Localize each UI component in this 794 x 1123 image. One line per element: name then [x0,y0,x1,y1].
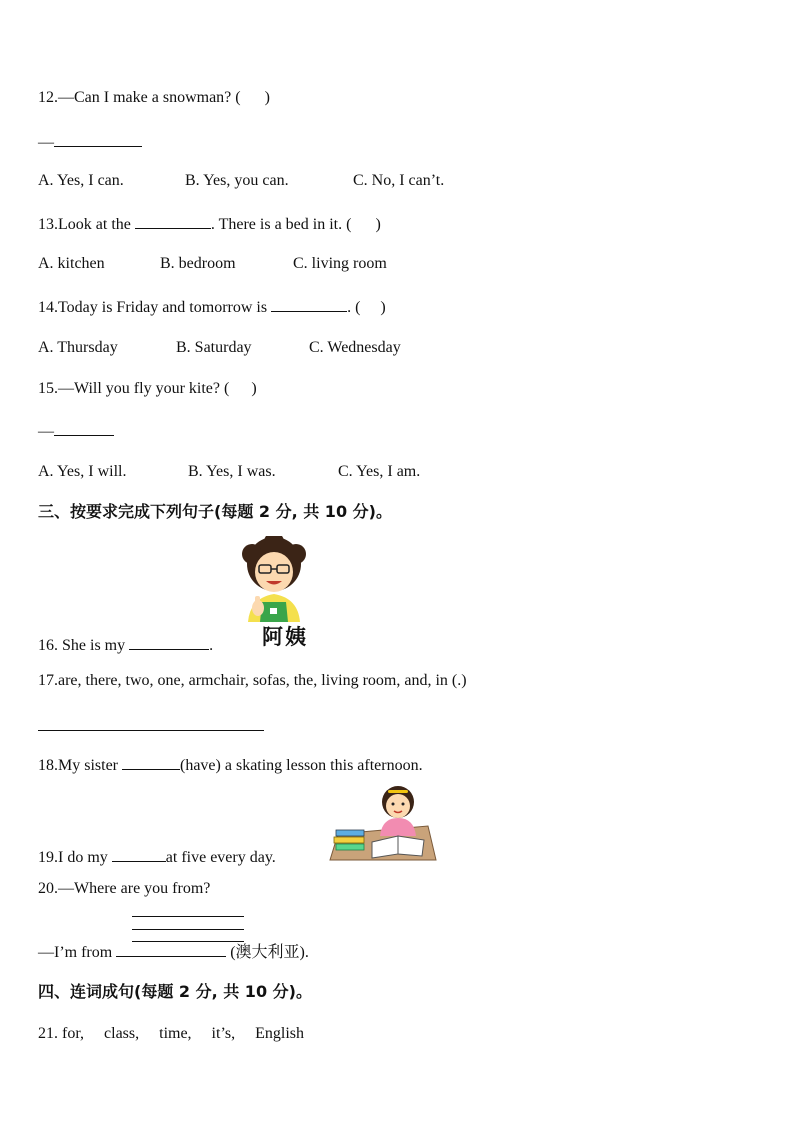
homework-illustration [328,782,438,862]
q15-option-b[interactable]: B. Yes, I was. [188,463,276,480]
q14-question: 14.Today is Friday and tomorrow is . ( ) [38,296,386,318]
q19-question: 19.I do my at five every day. [38,846,276,868]
q20-guide-line-1 [132,916,244,917]
q15-option-c[interactable]: C. Yes, I am. [338,463,421,480]
q13-option-c[interactable]: C. living room [293,255,387,272]
q12-option-a[interactable]: A. Yes, I can. [38,172,124,189]
q14-option-c[interactable]: C. Wednesday [309,339,401,356]
q20-blank[interactable] [116,941,226,957]
q13-blank[interactable] [135,213,211,229]
q20-answer: —I’m from (澳大利亚). [38,941,309,963]
q21-question: 21. for, class, time, it’s, English [38,1025,305,1042]
q20-question: 20.—Where are you from? [38,880,211,897]
q14-blank[interactable] [271,296,347,312]
q12-answer-line[interactable]: — [38,131,142,153]
aunt-caption: 阿姨 [262,625,308,649]
q17-question: 17.are, there, two, one, armchair, sofas, the, living room, and, in (.) [38,672,467,689]
q12-option-c[interactable]: C. No, I can’t. [353,172,445,189]
q14-option-a[interactable]: A. Thursday [38,339,118,356]
q19-blank[interactable] [112,846,166,862]
section-4-heading: 四、连词成句(每题 2 分, 共 10 分)。 [38,982,312,1001]
q12-question: 12.—Can I make a snowman? ( ) [38,89,270,106]
q16-blank[interactable] [129,634,209,650]
section-3-heading: 三、按要求完成下列句子(每题 2 分, 共 10 分)。 [38,502,392,521]
q18-blank[interactable] [122,754,180,770]
q17-answer-line[interactable] [38,730,264,731]
q20-guide-line-2 [132,929,244,930]
girl-reading-icon [328,782,438,862]
q13-option-b[interactable]: B. bedroom [160,255,236,272]
q13-question: 13.Look at the . There is a bed in it. ( ) [38,213,381,235]
q15-question: 15.—Will you fly your kite? ( ) [38,380,257,397]
q13-option-a[interactable]: A. kitchen [38,255,105,272]
q18-question: 18.My sister (have) a skating lesson this afternoon. [38,754,423,776]
q12-option-b[interactable]: B. Yes, you can. [185,172,289,189]
q14-option-b[interactable]: B. Saturday [176,339,252,356]
q15-answer-line[interactable]: — [38,420,114,442]
q15-option-a[interactable]: A. Yes, I will. [38,463,127,480]
q16-question: 16. She is my . [38,634,213,656]
